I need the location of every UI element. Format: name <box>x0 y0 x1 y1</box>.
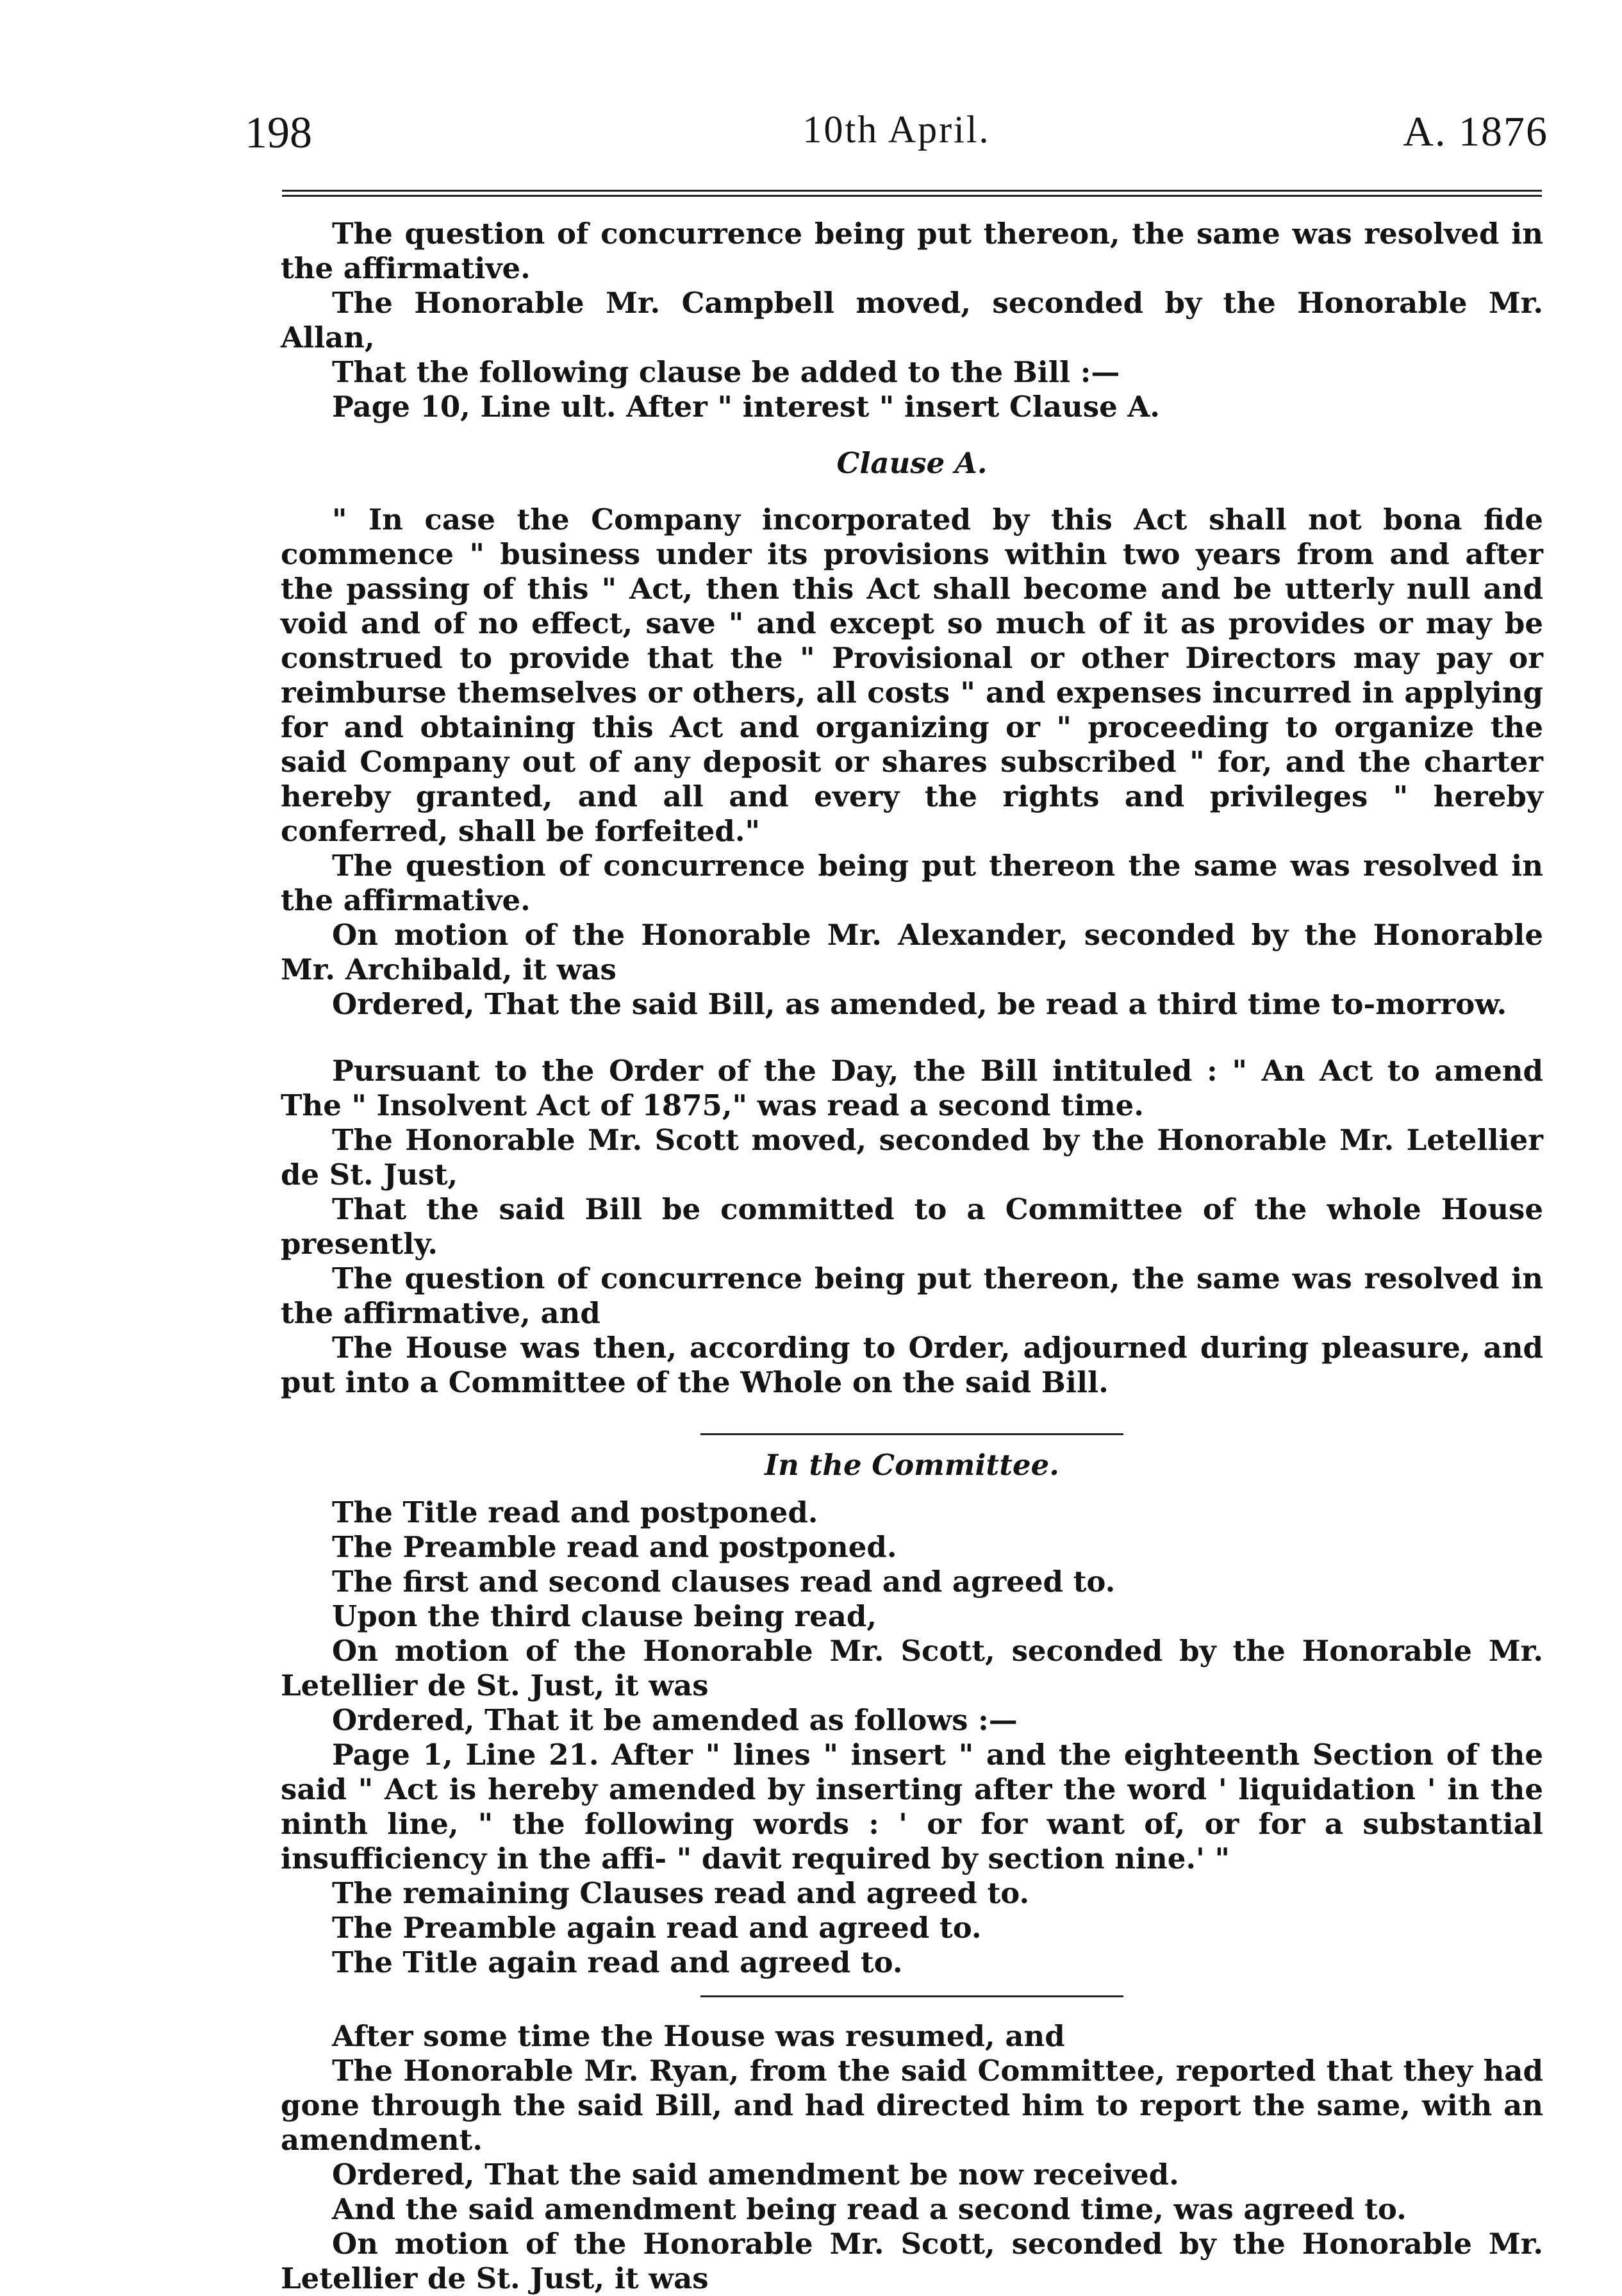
paragraph: The Honorable Mr. Scott moved, seconded by the Honorable Mr. Letellier de St. Just, <box>281 1123 1543 1192</box>
paragraph: Upon the third clause being read, <box>332 1599 877 1633</box>
page-date: 10th April. <box>802 108 991 151</box>
paragraph: The Preamble again read and agreed to. <box>332 1911 982 1945</box>
paragraph: The Title read and postponed. <box>332 1495 818 1529</box>
header-double-rule <box>282 190 1542 197</box>
paragraph: Ordered, That it be amended as follows :— <box>332 1703 1018 1737</box>
paragraph: The first and second clauses read and agreed to. <box>332 1565 1116 1599</box>
page-body <box>281 217 1543 2296</box>
paragraph: The question of concurrence being put thereon the same was resolved in the affirmative. <box>281 849 1543 917</box>
committee-heading: In the Committee. <box>765 1448 1059 1482</box>
paragraph: The Honorable Mr. Campbell moved, seconded by the Honorable Mr. Allan, <box>281 286 1543 354</box>
paragraph: The question of concurrence being put thereon, the same was resolved in the affirmative. <box>281 217 1543 285</box>
paragraph: That the said Bill be committed to a Committee of the whole House presently. <box>281 1192 1543 1261</box>
paragraph: The Honorable Mr. Ryan, from the said Committee, reported that they had gone through the said Bill, and had directed him to report the same, with an amendment. <box>281 2054 1543 2157</box>
paragraph: On motion of the Honorable Mr. Scott, seconded by the Honorable Mr. Letellier de St. Just, it was <box>281 1634 1543 1702</box>
paragraph: On motion of the Honorable Mr. Alexander, seconded by the Honorable Mr. Archibald, it was <box>281 918 1543 986</box>
paragraph: Ordered, That the said amendment be now received. <box>332 2158 1179 2192</box>
paragraph: Page 10, Line ult. After " interest " insert Clause A. <box>332 390 1160 424</box>
paragraph: The Title again read and agreed to. <box>332 1945 903 1979</box>
paragraph: And the said amendment being read a second time, was agreed to. <box>332 2192 1407 2226</box>
paragraph: The Preamble read and postponed. <box>332 1530 897 1564</box>
paragraph: That the following clause be added to the Bill :— <box>332 355 1120 389</box>
paragraph: The remaining Clauses read and agreed to. <box>332 1876 1030 1910</box>
clause-text: " In case the Company incorporated by this Act shall not bona fide commence " business under its provisions within two years from and after the passing of this " Act, then this Act shall become and be utterly null and void and of no effect, save " and except so much of it as provides or may be construed to provide that the " Provisional or other Directors may pay or reimburse themselves or others, all costs " and expenses incurred in applying for and obtaining this Act and organizing or " proceeding to organize the said Company out of any deposit or shares subscribed " for, and the charter hereby granted, and all and every the rights and privileges " hereby conferred, shall be forfeited." <box>281 503 1543 848</box>
paragraph: The House was then, according to Order, adjourned during pleasure, and put into a Committee of the Whole on the said Bill. <box>281 1331 1543 1399</box>
clause-heading: Clause A. <box>836 446 988 480</box>
paragraph: After some time the House was resumed, and <box>332 2019 1065 2053</box>
paragraph: Ordered, That the said Bill, as amended, be read a third time to-morrow. <box>332 987 1507 1021</box>
paragraph: Page 1, Line 21. After " lines " insert " and the eighteenth Section of the said " Act is hereby amended by inserting after the word ' liquidation ' in the ninth line, " the following words : ' or for want of, or for a substantial insufficiency in the affi- " davit required by section nine.' " <box>281 1738 1543 1876</box>
page-year: A. 1876 <box>1403 108 1548 155</box>
page-header <box>245 101 1548 165</box>
paragraph: Pursuant to the Order of the Day, the Bill intituled : " An Act to amend The " Insolvent Act of 1875," was read a second time. <box>281 1054 1543 1122</box>
page-number: 198 <box>245 108 312 158</box>
paragraph: The question of concurrence being put thereon, the same was resolved in the affirmative, and <box>281 1261 1543 1330</box>
paragraph: On motion of the Honorable Mr. Scott, seconded by the Honorable Mr. Letellier de St. Just, it was <box>281 2227 1543 2295</box>
